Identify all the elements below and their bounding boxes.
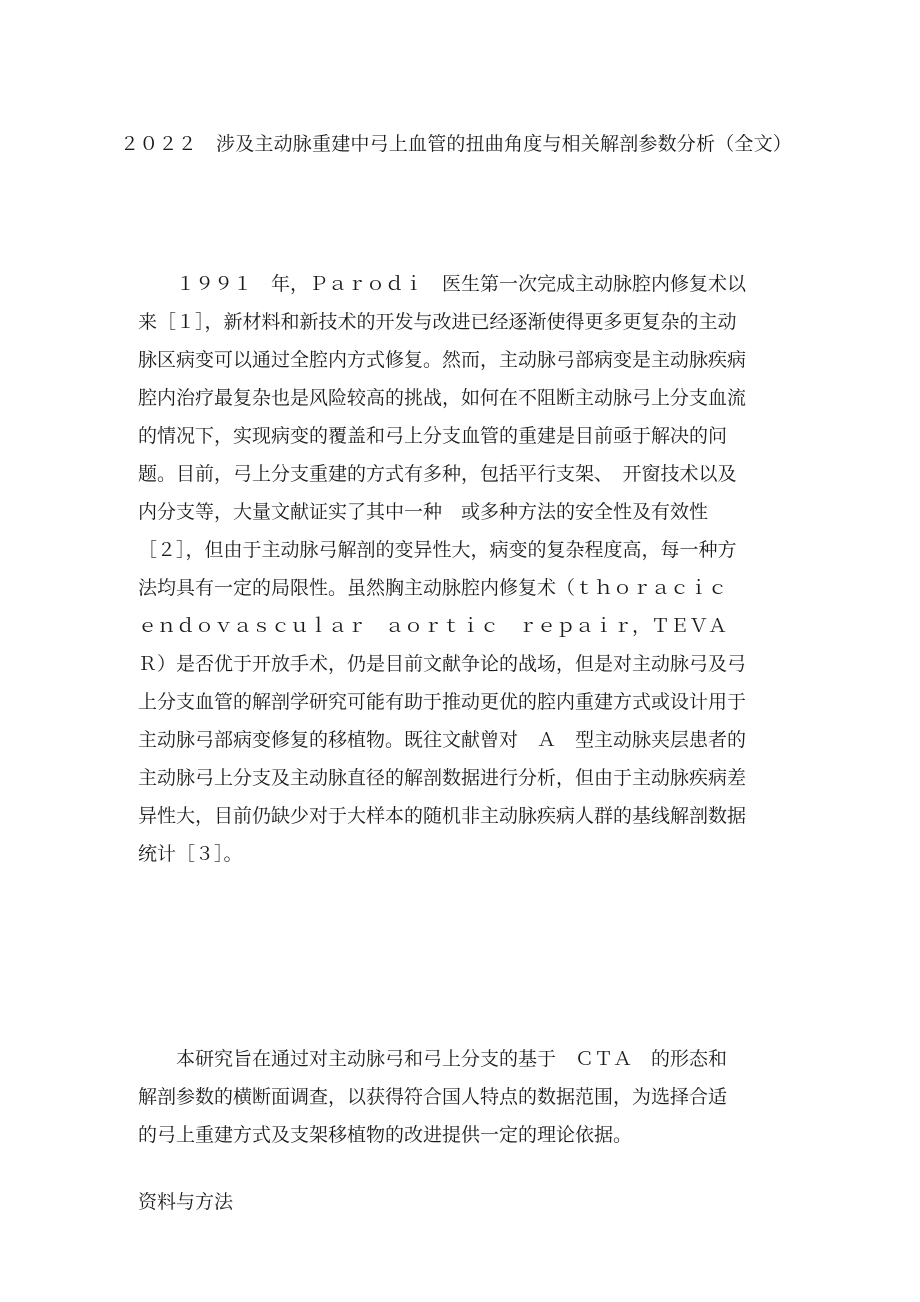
text-line: 腔内治疗最复杂也是风险较高的挑战，如何在不阻断主动脉弓上分支血流 — [138, 387, 747, 409]
paragraph-introduction — [138, 265, 798, 873]
text-line: ［２］，但由于主动脉弓解剖的变异性大，病变的复杂程度高，每一种方 — [138, 539, 737, 561]
text-line: １９９１ 年，Ｐａｒｏｄｉ 医生第一次完成主动脉腔内修复术以 — [138, 273, 747, 295]
text-line: 的弓上重建方式及支架移植物的改进提供一定的理论依据。 — [138, 1124, 633, 1146]
text-line: Ｒ）是否优于开放手术，仍是目前文献争论的战场，但是对主动脉弓及弓 — [138, 653, 747, 675]
paragraph-study-aim — [138, 1040, 798, 1154]
document-title: ２０２２ 涉及主动脉重建中弓上血管的扭曲角度与相关解剖参数分析（全文） — [120, 133, 793, 155]
text-line: 统计［３］。 — [138, 843, 243, 865]
text-line: 法均具有一定的局限性。虽然胸主动脉腔内修复术（ｔｈｏｒａｃｉｃ — [138, 577, 728, 599]
text-line: ｅｎｄｏｖａｓｃｕｌａｒ ａｏｒｔｉｃ ｒｅｐａｉｒ，ＴＥＶＡ — [138, 615, 728, 637]
text-line: 的情况下，实现病变的覆盖和弓上分支血管的重建是目前亟于解决的问 — [138, 425, 728, 447]
text-line: 本研究旨在通过对主动脉弓和弓上分支的基于 ＣＴＡ 的形态和 — [138, 1048, 728, 1070]
section-heading-materials-methods: 资料与方法 — [138, 1191, 234, 1213]
text-line: 上分支血管的解剖学研究可能有助于推动更优的腔内重建方式或设计用于 — [138, 691, 747, 713]
text-line: 解剖参数的横断面调查，以获得符合国人特点的数据范围，为选择合适 — [138, 1086, 728, 1108]
text-line: 主动脉弓部病变修复的移植物。既往文献曾对 Ａ 型主动脉夹层患者的 — [138, 729, 747, 751]
text-line: 主动脉弓上分支及主动脉直径的解剖数据进行分析，但由于主动脉疾病差 — [138, 767, 747, 789]
text-line: 来［１］，新材料和新技术的开发与改进已经逐渐使得更多更复杂的主动 — [138, 311, 737, 333]
text-line: 异性大，目前仍缺少对于大样本的随机非主动脉疾病人群的基线解剖数据 — [138, 805, 747, 827]
text-line: 题。目前，弓上分支重建的方式有多种，包括平行支架、 开窗技术以及 — [138, 463, 737, 485]
text-line: 脉区病变可以通过全腔内方式修复。然而，主动脉弓部病变是主动脉疾病 — [138, 349, 747, 371]
text-line: 内分支等，大量文献证实了其中一种 或多种方法的安全性及有效性 — [138, 501, 709, 523]
